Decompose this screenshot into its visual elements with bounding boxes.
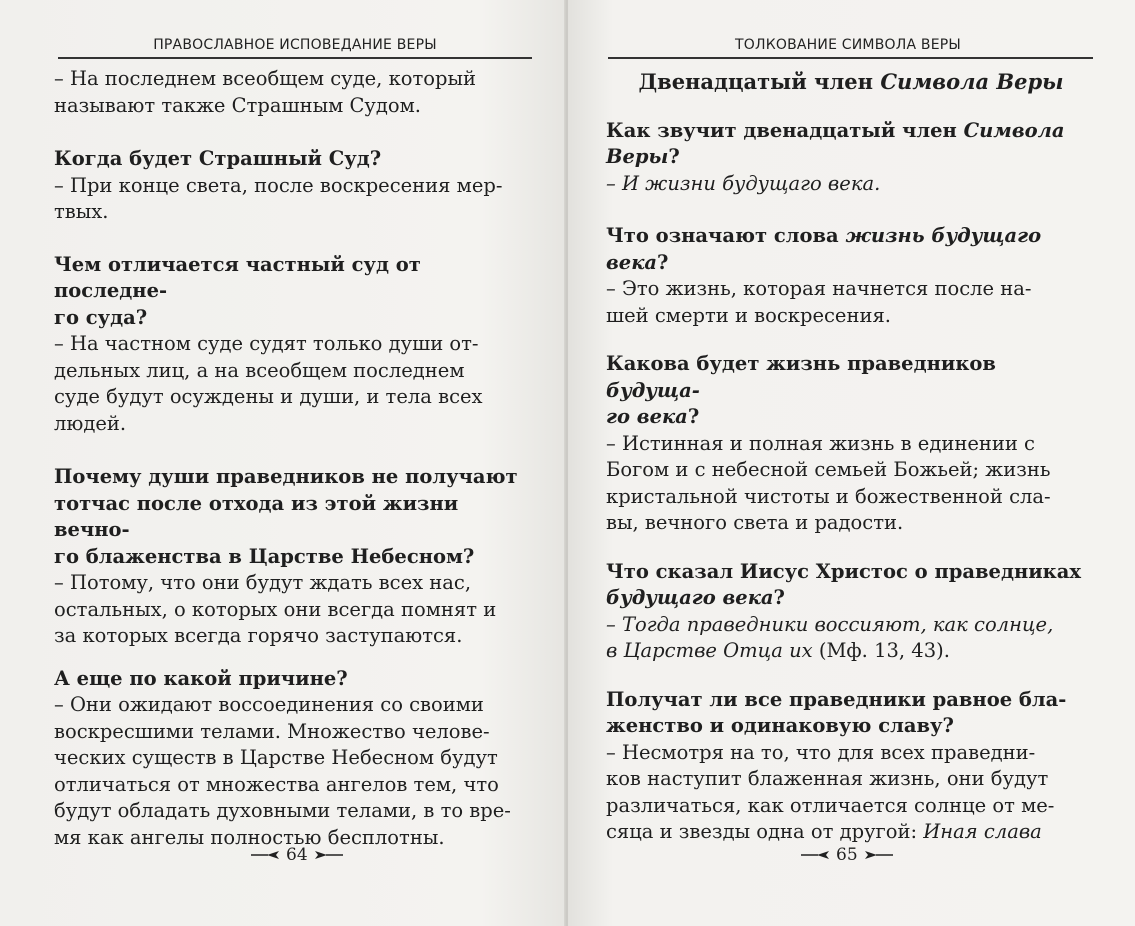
question-line: Почему души праведников не получают тотчас после отхода из этой жизни вечно- го блаженства в Царстве Небесном?	[54, 465, 518, 568]
question-line: Получат ли все праведники равное бла- женство и одинаковую славу?	[606, 687, 1067, 737]
folio-ornament-left-icon	[250, 850, 280, 860]
answer-line: – Они ожидают воссоединения со своими воскресшими телами. Множество челове- ческих существ в Царстве Небесном будут отличаться от множества ангелов тем, что будут обладать духовными телами, в то вре- мя как ангелы полностью бесплотны.	[54, 693, 511, 849]
answer-line: – И жизни будущаго века.	[606, 171, 881, 195]
question-line: Какова будет жизнь праведников будуща- го века?	[606, 352, 996, 428]
left-page-number	[250, 845, 344, 865]
left-page-text	[54, 66, 536, 851]
answer-line: – На последнем всеобщем суде, который называют также Страшным Судом.	[54, 67, 477, 117]
question-line: Когда будет Страшный Суд?	[54, 147, 382, 170]
answer-line: – Несмотря на то, что для всех праведни- ков наступит блаженная жизнь, они будут различаться, как отличается солнце от ме- сяца и звезды одна от другой: Иная слава	[606, 740, 1055, 843]
answer-line: – На частном суде судят только души от- дельных лиц, а на всеобщем последнем суде будут осуждены и души, и тела всех людей.	[54, 332, 483, 435]
right-page	[568, 0, 1135, 926]
right-running-head: ТОЛКОВАНИЕ СИМВОЛА ВЕРЫ	[735, 37, 961, 53]
question-line: А еще по какой причине?	[54, 666, 348, 690]
question-line: Что сказал Иисус Христос о праведниках будущаго века?	[606, 559, 1082, 609]
folio-ornament-right-icon	[864, 850, 894, 860]
right-page-number	[800, 845, 894, 865]
answer-line: – Истинная и полная жизнь в единении с Богом и с небесной семьей Божьей; жизнь кристальной чистоты и божественной сла- вы, вечного света и радости.	[606, 431, 1051, 534]
chapter-heading: Двенадцатый член Символа Веры	[638, 69, 1064, 94]
left-running-head: ПРАВОСЛАВНОЕ ИСПОВЕДАНИЕ ВЕРЫ	[153, 37, 437, 53]
left-page	[0, 0, 566, 926]
folio-ornament-left-icon	[800, 850, 830, 860]
left-header-rule	[58, 57, 532, 59]
answer-line: – Потому, что они будут ждать всех нас, остальных, о которых они всегда помнят и за которых всегда горячо заступаются.	[54, 571, 497, 647]
right-header-rule	[608, 57, 1093, 59]
page-number: 65	[836, 845, 858, 865]
folio-ornament-right-icon	[314, 850, 344, 860]
question-line: Чем отличается частный суд от последне- го суда?	[54, 252, 421, 329]
answer-line: – При конце света, после воскресения мер- твых.	[54, 173, 503, 223]
question-line: Что означают слова жизнь будущаго века?	[606, 224, 1042, 274]
question-line: Как звучит двенадцатый член Символа Веры?	[606, 118, 1065, 168]
answer-line: – Это жизнь, которая начнется после на- шей смерти и воскресения.	[606, 277, 1032, 327]
answer-line: – Тогда праведники воссияют, как солнце, в Царстве Отца их (Мф. 13, 43).	[606, 612, 1054, 662]
right-page-text	[606, 69, 1096, 846]
page-number: 64	[286, 845, 308, 865]
